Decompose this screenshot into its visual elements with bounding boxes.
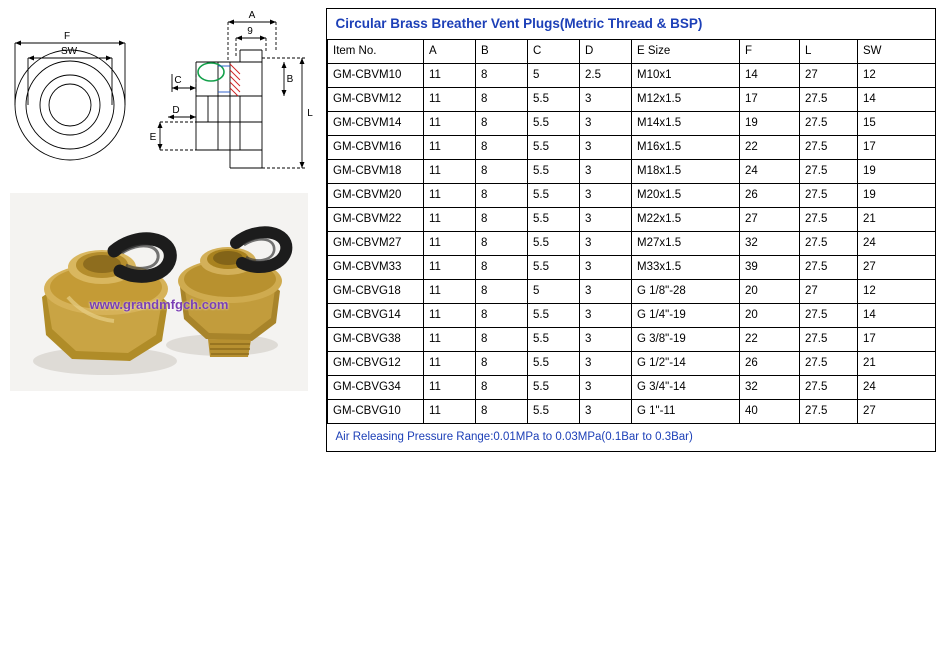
table-row bbox=[328, 255, 936, 279]
cell-d: 3 bbox=[580, 159, 632, 183]
spec-table-container bbox=[326, 8, 936, 452]
cell-e-size: M10x1 bbox=[632, 63, 740, 87]
cell-a: 11 bbox=[424, 63, 476, 87]
column-header-e-size: E Size bbox=[632, 39, 740, 63]
cell-item-no: GM-CBVM33 bbox=[328, 255, 424, 279]
cell-l: 27.5 bbox=[800, 327, 858, 351]
cell-f: 14 bbox=[740, 63, 800, 87]
cell-a: 11 bbox=[424, 375, 476, 399]
cell-l: 27.5 bbox=[800, 135, 858, 159]
table-row bbox=[328, 183, 936, 207]
table-row bbox=[328, 231, 936, 255]
front-view-outer-circle bbox=[15, 50, 125, 160]
label-b: B bbox=[286, 74, 294, 85]
cell-item-no: GM-CBVG14 bbox=[328, 303, 424, 327]
cell-f: 27 bbox=[740, 207, 800, 231]
cell-a: 11 bbox=[424, 183, 476, 207]
cell-b: 8 bbox=[476, 255, 528, 279]
cell-d: 2.5 bbox=[580, 63, 632, 87]
table-row bbox=[328, 279, 936, 303]
cell-d: 3 bbox=[580, 303, 632, 327]
cell-b: 8 bbox=[476, 303, 528, 327]
gasket-hatching bbox=[230, 64, 240, 96]
cell-sw: 27 bbox=[858, 399, 936, 423]
cell-c: 5 bbox=[528, 63, 580, 87]
cell-a: 11 bbox=[424, 207, 476, 231]
cell-l: 27.5 bbox=[800, 183, 858, 207]
front-view-hex-circle bbox=[26, 61, 114, 149]
table-title-row bbox=[328, 9, 936, 39]
cell-e-size: G 1"-11 bbox=[632, 399, 740, 423]
cell-sw: 17 bbox=[858, 135, 936, 159]
cell-l: 27.5 bbox=[800, 351, 858, 375]
cell-c: 5.5 bbox=[528, 351, 580, 375]
cell-item-no: GM-CBVM27 bbox=[328, 231, 424, 255]
cell-item-no: GM-CBVM20 bbox=[328, 183, 424, 207]
cell-c: 5.5 bbox=[528, 303, 580, 327]
cell-e-size: M18x1.5 bbox=[632, 159, 740, 183]
technical-drawing bbox=[0, 0, 318, 188]
cell-f: 32 bbox=[740, 375, 800, 399]
cell-l: 27.5 bbox=[800, 207, 858, 231]
cell-a: 11 bbox=[424, 231, 476, 255]
label-sw: SW bbox=[60, 46, 78, 57]
cell-l: 27.5 bbox=[800, 303, 858, 327]
cell-f: 40 bbox=[740, 399, 800, 423]
cell-f: 17 bbox=[740, 87, 800, 111]
table-row bbox=[328, 63, 936, 87]
cell-f: 22 bbox=[740, 327, 800, 351]
cell-e-size: M14x1.5 bbox=[632, 111, 740, 135]
cell-f: 26 bbox=[740, 351, 800, 375]
table-row bbox=[328, 111, 936, 135]
photo-watermark: www.grandmfgch.com bbox=[89, 297, 229, 312]
column-header-c: C bbox=[528, 39, 580, 63]
cell-sw: 12 bbox=[858, 63, 936, 87]
cell-a: 11 bbox=[424, 87, 476, 111]
table-row bbox=[328, 399, 936, 423]
cell-d: 3 bbox=[580, 183, 632, 207]
cell-item-no: GM-CBVM10 bbox=[328, 63, 424, 87]
cell-sw: 17 bbox=[858, 327, 936, 351]
cell-l: 27.5 bbox=[800, 111, 858, 135]
cell-c: 5.5 bbox=[528, 399, 580, 423]
cell-c: 5.5 bbox=[528, 255, 580, 279]
cell-b: 8 bbox=[476, 159, 528, 183]
cell-e-size: M16x1.5 bbox=[632, 135, 740, 159]
cell-sw: 27 bbox=[858, 255, 936, 279]
label-e: E bbox=[149, 132, 157, 143]
left-column bbox=[0, 0, 320, 646]
cell-e-size: M20x1.5 bbox=[632, 183, 740, 207]
column-header-d: D bbox=[580, 39, 632, 63]
cell-e-size: G 1/2"-14 bbox=[632, 351, 740, 375]
cell-f: 26 bbox=[740, 183, 800, 207]
cell-e-size: G 1/8"-28 bbox=[632, 279, 740, 303]
cell-item-no: GM-CBVG10 bbox=[328, 399, 424, 423]
cell-sw: 14 bbox=[858, 303, 936, 327]
cell-d: 3 bbox=[580, 375, 632, 399]
cell-f: 19 bbox=[740, 111, 800, 135]
cell-a: 11 bbox=[424, 135, 476, 159]
cell-f: 32 bbox=[740, 231, 800, 255]
cell-f: 39 bbox=[740, 255, 800, 279]
label-d: D bbox=[172, 105, 180, 116]
column-header-f: F bbox=[740, 39, 800, 63]
cell-item-no: GM-CBVM14 bbox=[328, 111, 424, 135]
cell-l: 27 bbox=[800, 63, 858, 87]
cell-l: 27.5 bbox=[800, 87, 858, 111]
cell-b: 8 bbox=[476, 63, 528, 87]
cell-c: 5.5 bbox=[528, 159, 580, 183]
cell-b: 8 bbox=[476, 111, 528, 135]
cell-l: 27.5 bbox=[800, 255, 858, 279]
cell-item-no: GM-CBVM12 bbox=[328, 87, 424, 111]
cell-f: 20 bbox=[740, 279, 800, 303]
cell-e-size: M33x1.5 bbox=[632, 255, 740, 279]
table-row bbox=[328, 207, 936, 231]
pressure-range-note: Air Releasing Pressure Range:0.01MPa to 0.03MPa(0.1Bar to 0.3Bar) bbox=[328, 423, 936, 451]
cell-a: 11 bbox=[424, 111, 476, 135]
cell-d: 3 bbox=[580, 255, 632, 279]
label-c: C bbox=[174, 75, 182, 86]
cell-e-size: G 3/8"-19 bbox=[632, 327, 740, 351]
cell-d: 3 bbox=[580, 351, 632, 375]
cell-item-no: GM-CBVM16 bbox=[328, 135, 424, 159]
cell-item-no: GM-CBVM22 bbox=[328, 207, 424, 231]
cell-b: 8 bbox=[476, 351, 528, 375]
cell-c: 5.5 bbox=[528, 231, 580, 255]
cell-f: 20 bbox=[740, 303, 800, 327]
cell-b: 8 bbox=[476, 135, 528, 159]
cell-d: 3 bbox=[580, 231, 632, 255]
table-footer-row bbox=[328, 423, 936, 451]
cell-d: 3 bbox=[580, 279, 632, 303]
cell-a: 11 bbox=[424, 399, 476, 423]
cell-item-no: GM-CBVG18 bbox=[328, 279, 424, 303]
cell-c: 5.5 bbox=[528, 375, 580, 399]
cell-d: 3 bbox=[580, 207, 632, 231]
cell-c: 5 bbox=[528, 279, 580, 303]
cell-l: 27.5 bbox=[800, 375, 858, 399]
cell-c: 5.5 bbox=[528, 183, 580, 207]
cell-item-no: GM-CBVG34 bbox=[328, 375, 424, 399]
label-f: F bbox=[63, 31, 71, 42]
column-header-b: B bbox=[476, 39, 528, 63]
cell-l: 27.5 bbox=[800, 399, 858, 423]
cell-a: 11 bbox=[424, 303, 476, 327]
table-row bbox=[328, 375, 936, 399]
cell-b: 8 bbox=[476, 231, 528, 255]
cell-sw: 15 bbox=[858, 111, 936, 135]
cell-sw: 24 bbox=[858, 231, 936, 255]
cell-sw: 19 bbox=[858, 183, 936, 207]
drawing-svg bbox=[0, 0, 318, 188]
table-row bbox=[328, 159, 936, 183]
cell-sw: 19 bbox=[858, 159, 936, 183]
cell-d: 3 bbox=[580, 111, 632, 135]
column-header-a: A bbox=[424, 39, 476, 63]
cell-b: 8 bbox=[476, 87, 528, 111]
cell-c: 5.5 bbox=[528, 135, 580, 159]
cell-e-size: M22x1.5 bbox=[632, 207, 740, 231]
column-header-sw: SW bbox=[858, 39, 936, 63]
cell-d: 3 bbox=[580, 399, 632, 423]
table-row bbox=[328, 135, 936, 159]
cell-item-no: GM-CBVM18 bbox=[328, 159, 424, 183]
cell-a: 11 bbox=[424, 255, 476, 279]
label-a: A bbox=[248, 10, 256, 21]
cell-c: 5.5 bbox=[528, 207, 580, 231]
cell-c: 5.5 bbox=[528, 87, 580, 111]
cell-a: 11 bbox=[424, 351, 476, 375]
cell-sw: 24 bbox=[858, 375, 936, 399]
cell-l: 27.5 bbox=[800, 231, 858, 255]
cell-d: 3 bbox=[580, 327, 632, 351]
cell-item-no: GM-CBVG12 bbox=[328, 351, 424, 375]
table-row bbox=[328, 87, 936, 111]
cell-c: 5.5 bbox=[528, 111, 580, 135]
cell-b: 8 bbox=[476, 183, 528, 207]
table-row bbox=[328, 351, 936, 375]
cell-e-size: G 3/4"-14 bbox=[632, 375, 740, 399]
column-header-item-no: Item No. bbox=[328, 39, 424, 63]
cell-b: 8 bbox=[476, 399, 528, 423]
cell-c: 5.5 bbox=[528, 327, 580, 351]
cell-sw: 12 bbox=[858, 279, 936, 303]
cell-e-size: M27x1.5 bbox=[632, 231, 740, 255]
cell-d: 3 bbox=[580, 135, 632, 159]
cell-b: 8 bbox=[476, 327, 528, 351]
cell-b: 8 bbox=[476, 375, 528, 399]
cell-sw: 21 bbox=[858, 207, 936, 231]
cell-l: 27 bbox=[800, 279, 858, 303]
cell-item-no: GM-CBVG38 bbox=[328, 327, 424, 351]
cell-sw: 21 bbox=[858, 351, 936, 375]
spec-table bbox=[327, 9, 936, 451]
cell-l: 27.5 bbox=[800, 159, 858, 183]
cell-b: 8 bbox=[476, 279, 528, 303]
cell-a: 11 bbox=[424, 327, 476, 351]
label-l: L bbox=[307, 108, 313, 119]
cell-f: 24 bbox=[740, 159, 800, 183]
cell-e-size: M12x1.5 bbox=[632, 87, 740, 111]
cell-sw: 14 bbox=[858, 87, 936, 111]
table-header-row bbox=[328, 39, 936, 63]
cell-a: 11 bbox=[424, 159, 476, 183]
cell-a: 11 bbox=[424, 279, 476, 303]
product-photo-svg bbox=[10, 193, 308, 391]
cell-e-size: G 1/4"-19 bbox=[632, 303, 740, 327]
column-header-l: L bbox=[800, 39, 858, 63]
label-9: 9 bbox=[247, 26, 253, 37]
front-view-bore-circle bbox=[49, 84, 91, 126]
table-row bbox=[328, 327, 936, 351]
cell-d: 3 bbox=[580, 87, 632, 111]
product-photo bbox=[10, 193, 308, 391]
cell-f: 22 bbox=[740, 135, 800, 159]
table-title: Circular Brass Breather Vent Plugs(Metric Thread & BSP) bbox=[328, 9, 936, 39]
table-row bbox=[328, 303, 936, 327]
cell-b: 8 bbox=[476, 207, 528, 231]
